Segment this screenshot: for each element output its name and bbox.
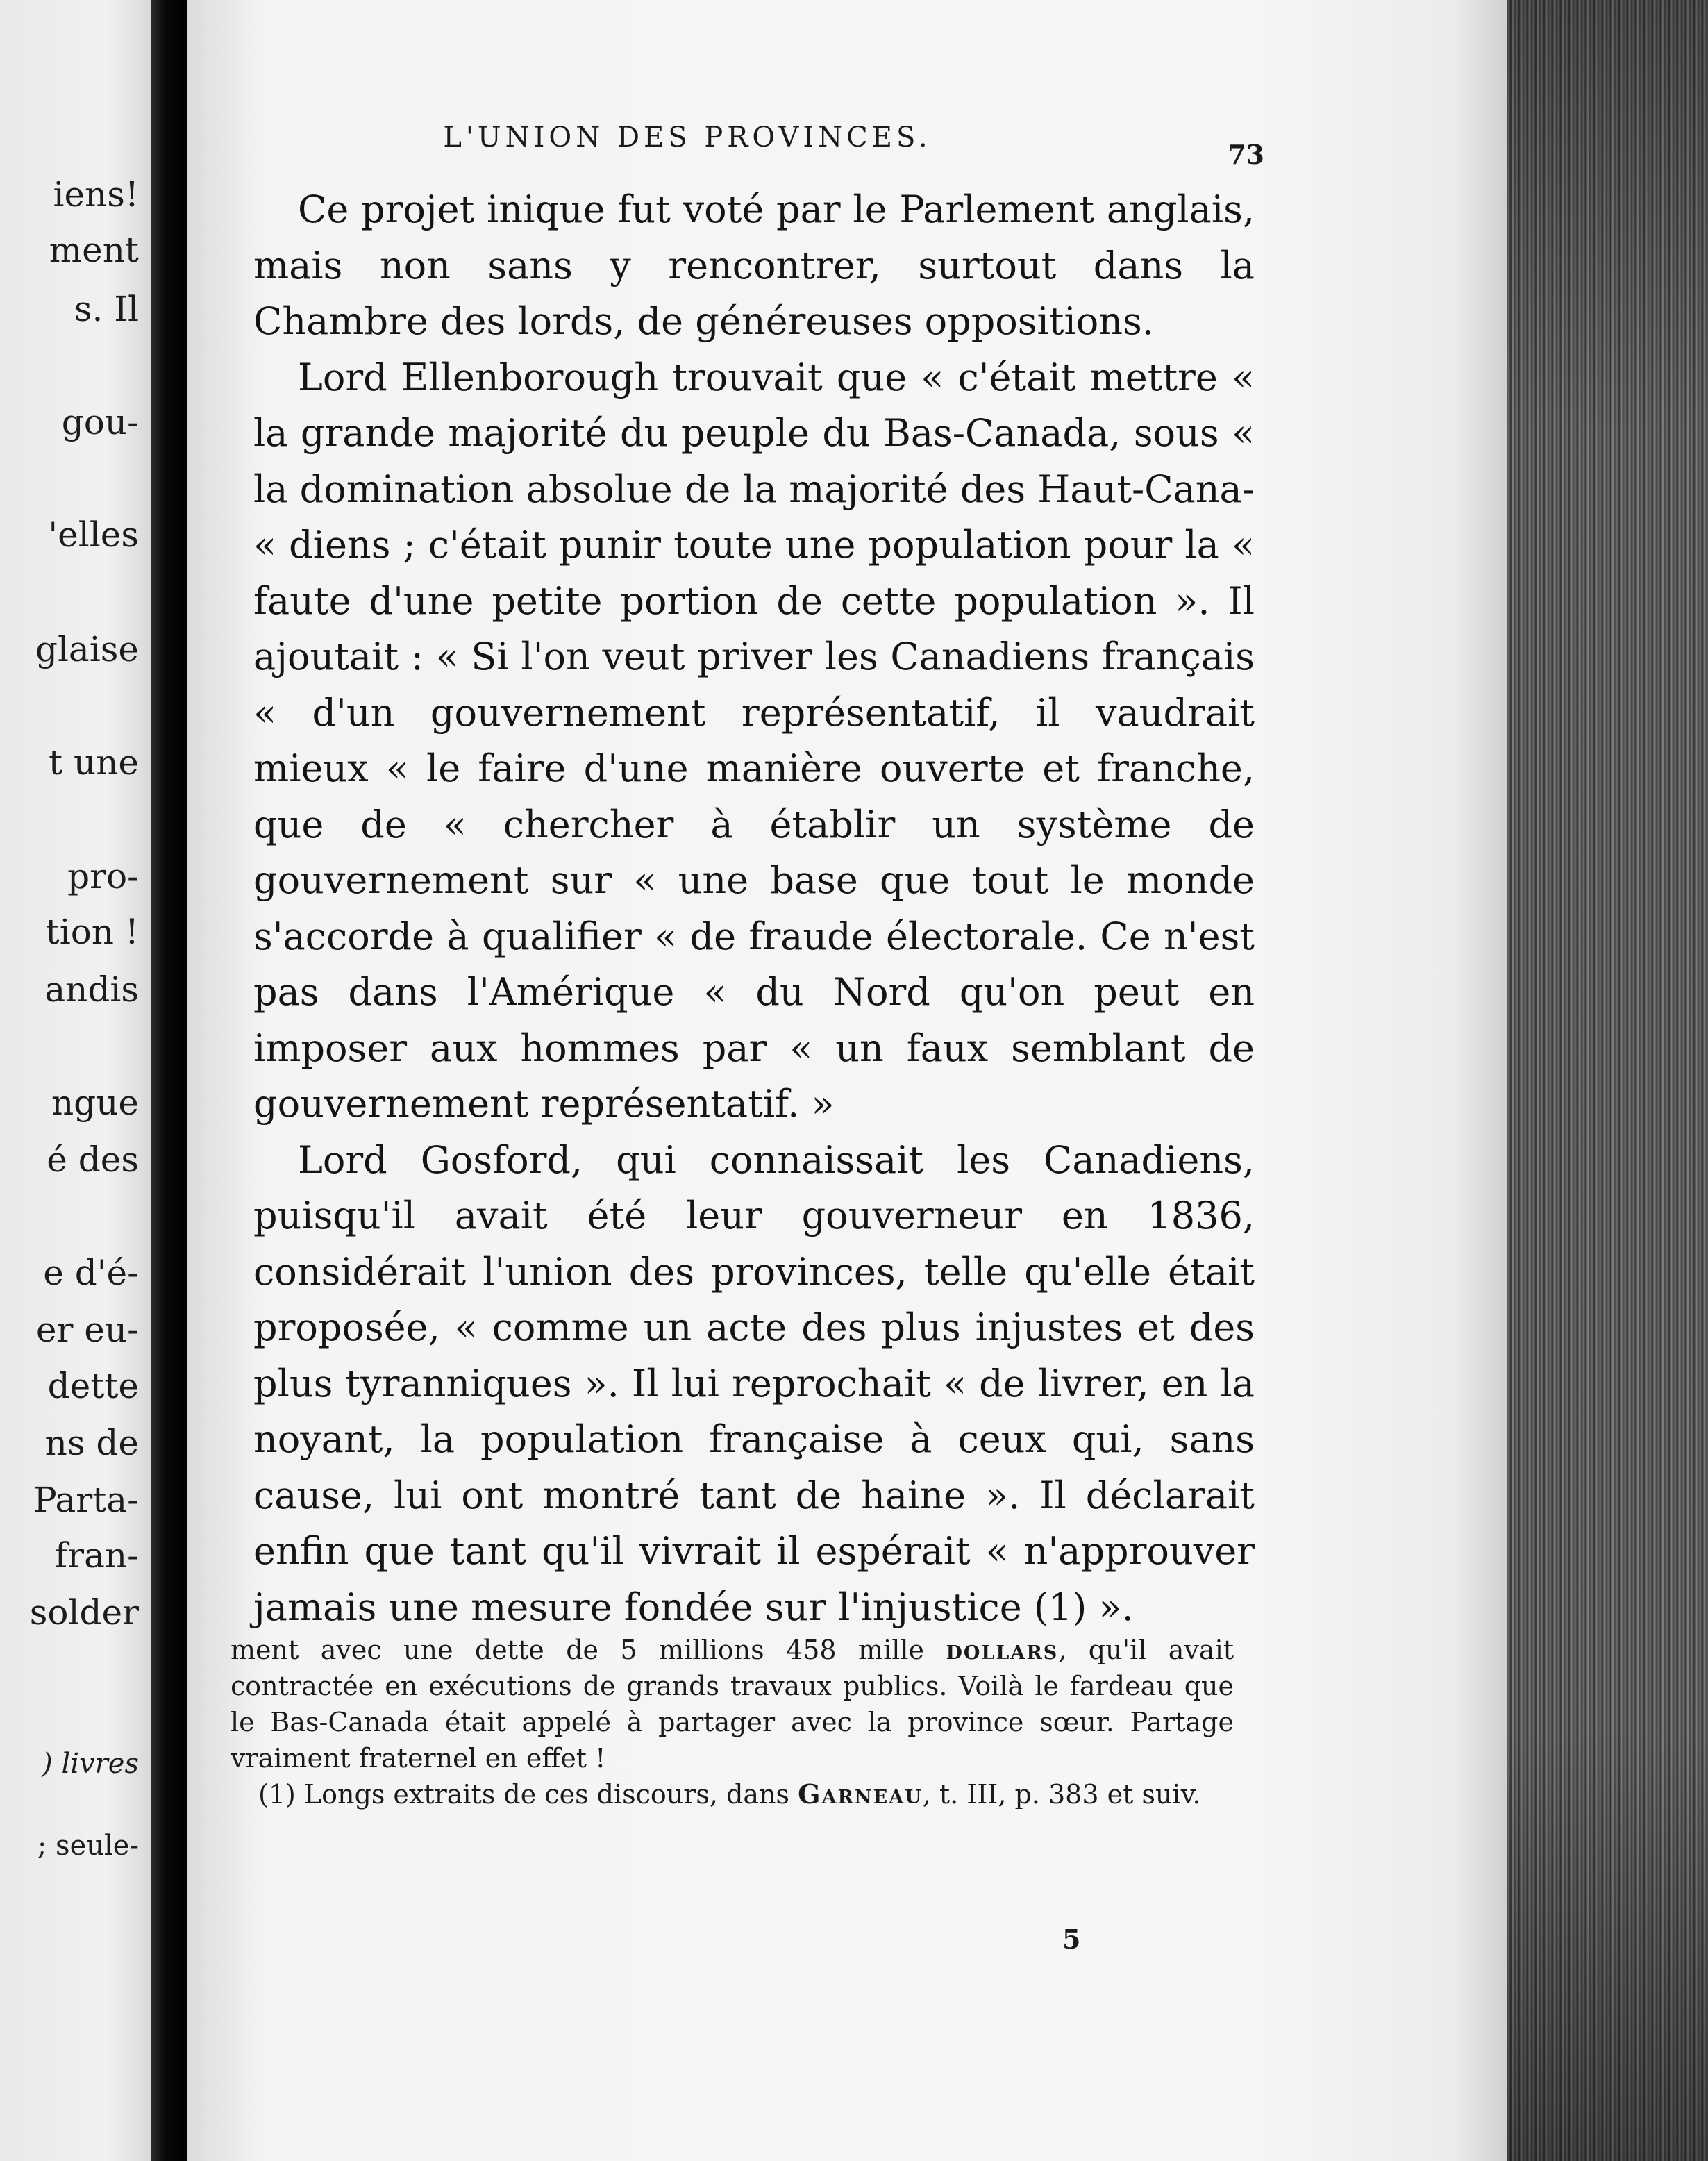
footnote-continuation-smallcaps: dollars: [946, 1634, 1059, 1665]
footnote-1-text-start: (1) Longs extraits de ces discours, dans: [258, 1779, 798, 1810]
footnotes: [231, 1632, 1234, 1812]
footnote-continuation-text-end: , qu'il avait contractée en exécutions de grands travaux publics. Voilà le fardeau que le Bas-Canada était appelé à partager avec la province sœur. Partage vraiment fraternel en effet !: [231, 1635, 1234, 1774]
footnote-1: [231, 1776, 1234, 1812]
left-page-line: tion !: [45, 912, 139, 952]
left-facing-page: [0, 0, 151, 2161]
footnote-1-smallcaps: Garneau: [798, 1778, 923, 1810]
footnote-1-text-end: , t. III, p. 383 et suiv.: [922, 1779, 1201, 1810]
footnote-continuation-text-start: ment avec une dette de 5 millions 458 mille: [231, 1635, 946, 1665]
paragraph-3: Lord Gosford, qui connaissait les Canadiens, puisqu'il avait été leur gouverneur en 1836, considérait l'union des provinces, telle qu'elle était proposée, « comme un acte des plus injustes et des plus tyranniques ». Il lui reprochait « de livrer, en la noyant, la population française à ceux qui, sans cause, lui ont montré tant de haine ». Il déclarait enfin que tant qu'il vivrait il espérait « n'approuver jamais une mesure fondée sur l'injustice (1) ».: [253, 1137, 1255, 1629]
left-page-line: t une: [49, 742, 139, 783]
left-page-line: gou-: [61, 402, 139, 442]
left-page-line: s. Il: [74, 289, 139, 329]
left-page-line: pro-: [67, 856, 139, 896]
footnote-continuation: [231, 1632, 1234, 1776]
paragraph-2: Lord Ellenborough trouvait que « c'était mettre « la grande majorité du peuple du Bas-Canada, sous « la domination absolue de la majorité des Haut-Cana- « diens ; c'était punir toute une population pour la « faute d'une petite portion de cette population ». Il ajoutait : « Si l'on veut priver les Canadiens français « d'un gouvernement représentatif, il vaudrait mieux « le faire d'une manière ouverte et franche, que de « chercher à établir un système de gouvernement sur « une base que tout le monde s'accorde à qualifier « de fraude électorale. Ce n'est pas dans l'Amérique « du Nord qu'on peut en imposer aux hommes par « un faux semblant de gouvernement représentatif. »: [253, 355, 1255, 1126]
left-page-line: iens!: [53, 174, 139, 215]
book-page-edges: [1507, 0, 1708, 2161]
left-page-line: ; seule-: [37, 1830, 139, 1862]
left-page-line: solder: [29, 1592, 139, 1633]
left-page-line: ) livres: [42, 1748, 139, 1780]
left-page-line: fran-: [54, 1535, 139, 1576]
left-page-line: Parta-: [33, 1480, 139, 1520]
running-head: L'UNION DES PROVINCES.: [443, 122, 932, 153]
signature-mark: 5: [1062, 1924, 1081, 1955]
page-number: 73: [1228, 139, 1264, 170]
left-page-line: 'elles: [48, 515, 139, 555]
left-page-line: dette: [47, 1366, 139, 1406]
left-page-line: e d'é-: [43, 1253, 139, 1293]
body-text: [253, 182, 1255, 1635]
left-page-line: er eu-: [35, 1310, 139, 1350]
paragraph-1: Ce projet inique fut voté par le Parlement anglais, mais non sans y rencontrer, surtout dans la Chambre des lords, de généreuses oppositions.: [253, 187, 1255, 343]
book-gutter: [151, 0, 187, 2161]
left-page-line: ment: [49, 230, 139, 270]
left-page-line: glaise: [35, 629, 139, 669]
left-page-line: ns de: [44, 1423, 139, 1463]
left-page-line: ngue: [51, 1083, 139, 1123]
left-page-line: é des: [47, 1140, 139, 1180]
left-page-line: andis: [44, 969, 139, 1010]
